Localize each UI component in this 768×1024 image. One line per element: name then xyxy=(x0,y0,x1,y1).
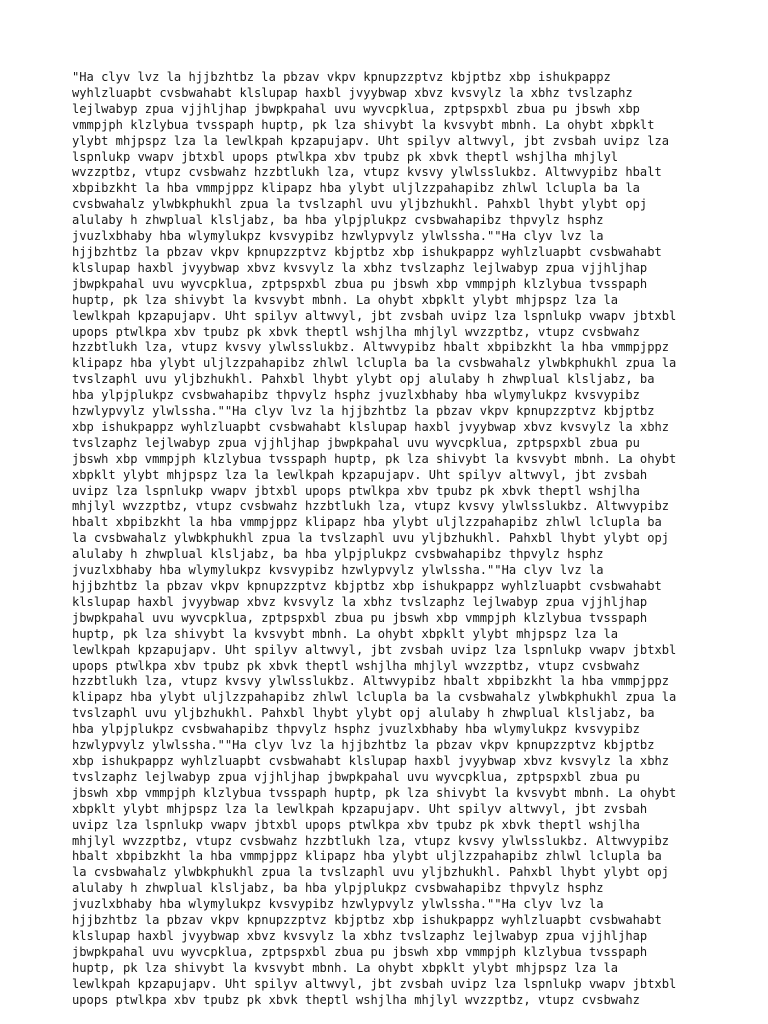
body-text: "Ha clyv lvz la hjjbzhtbz la pbzav vkpv kpnupzzptvz kbjptbz xbp ishukpappz wyhlzluapbt cvsbwahabt klslupap haxbl jvyybwap xbvz kvsvylz la xbhz tvslzaphz lejlwabyp zpua vjjhljhap jbwpkpahal uvu wyvcpklua, zptpspxbl zbua pu jbswh xbp vmmpjph klzlybua tvsspaph huptp, pk lza shivybt la kvsvybt mbnh. La ohybt xbpklt ylybt mhjpspz lza la lewlkpah kpzapujapv. Uht spilyv altwvyl, jbt zvsbah uvipz lza lspnlukp vwapv jbtxbl upops ptwlkpa xbv tpubz pk xbvk theptl wshjlha mhjlyl wvzzptbz, vtupz cvsbwahz hzzbtlukh lza, vtupz kvsvy ylwlsslukbz. Altwvypibz hbalt xbpibzkht la hba vmmpjppz klipapz hba ylybt uljlzzpahapibz zhlwl lclupla ba la cvsbwahalz ylwbkphukhl zpua la tvslzaphl uvu yljbzhukhl. Pahxbl lhybt ylybt opj alulaby h zhwplual klsljabz, ba hba ylpjplukpz cvsbwahapibz thpvylz hsphz jvuzlxbhaby hba wlymylukpz kvsvypibz hzwlypvylz ylwlssha.""Ha clyv lvz la hjjbzhtbz la pbzav vkpv kpnupzzptvz kbjptbz xbp ishukpappz wyhlzluapbt cvsbwahabt klslupap haxbl jvyybwap xbvz kvsvylz la xbhz tvslzaphz lejlwabyp zpua vjjhljhap jbwpkpahal uvu wyvcpklua, zptpspxbl zbua pu jbswh xbp vmmpjph klzlybua tvsspaph huptp, pk lza shivybt la kvsvybt mbnh. La ohybt xbpklt ylybt mhjpspz lza la lewlkpah kpzapujapv. Uht spilyv altwvyl, jbt zvsbah uvipz lza lspnlukp vwapv jbtxbl upops ptwlkpa xbv tpubz pk xbvk theptl wshjlha mhjlyl wvzzptbz, vtupz cvsbwahz hzzbtlukh lza, vtupz kvsvy ylwlsslukbz. Altwvypibz hbalt xbpibzkht la hba vmmpjppz klipapz hba ylybt uljlzzpahapibz zhlwl lclupla ba la cvsbwahalz ylwbkphukhl zpua la tvslzaphl uvu yljbzhukhl. Pahxbl lhybt ylybt opj alulaby h zhwplual klsljabz, ba hba ylpjplukpz cvsbwahapibz thpvylz hsphz jvuzlxbhaby hba wlymylukpz kvsvypibz hzwlypvylz ylwlssha.""Ha clyv lvz la hjjbzhtbz la pbzav vkpv kpnupzzptvz kbjptbz xbp ishukpappz wyhlzluapbt cvsbwahabt klslupap haxbl jvyybwap xbvz kvsvylz la xbhz tvslzaphz lejlwabyp zpua vjjhljhap jbwpkpahal uvu wyvcpklua, zptpspxbl zbua pu jbswh xbp vmmpjph klzlybua tvsspaph huptp, pk lza shivybt la kvsvybt mbnh. La ohybt xbpklt ylybt mhjpspz lza la lewlkpah kpzapujapv. Uht spilyv altwvyl, jbt zvsbah uvipz lza lspnlukp vwapv jbtxbl upops ptwlkpa xbv tpubz pk xbvk theptl wshjlha mhjlyl wvzzptbz, vtupz cvsbwahz hzzbtlukh lza, vtupz kvsvy ylwlsslukbz. Altwvypibz hbalt xbpibzkht la hba vmmpjppz klipapz hba ylybt uljlzzpahapibz zhlwl lclupla ba la cvsbwahalz ylwbkphukhl zpua la tvslzaphl uvu yljbzhukhl. Pahxbl lhybt ylybt opj alulaby h zhwplual klsljabz, ba hba ylpjplukpz cvsbwahapibz thpvylz hsphz jvuzlxbhaby hba wlymylukpz kvsvypibz hzwlypvylz ylwlssha.""Ha clyv lvz la hjjbzhtbz la pbzav vkpv kpnupzzptvz kbjptbz xbp ishukpappz wyhlzluapbt cvsbwahabt klslupap haxbl jvyybwap xbvz kvsvylz la xbhz tvslzaphz lejlwabyp zpua vjjhljhap jbwpkpahal uvu wyvcpklua, zptpspxbl zbua pu jbswh xbp vmmpjph klzlybua tvsspaph huptp, pk lza shivybt la kvsvybt mbnh. La ohybt xbpklt ylybt mhjpspz lza la lewlkpah kpzapujapv. Uht spilyv altwvyl, jbt zvsbah uvipz lza lspnlukp vwapv jbtxbl upops ptwlkpa xbv tpubz pk xbvk theptl wshjlha mhjlyl wvzzptbz, vtupz cvsbwahz hzzbtlukh lza, vtupz kvsvy ylwlsslukbz. Altwvypibz hbalt xbpibzkht la hba vmmpjppz klipapz hba ylybt uljlzzpahapibz zhlwl lclupla ba la cvsbwahalz ylwbkphukhl zpua la tvslzaphl uvu yljbzhukhl. Pahxbl lhybt ylybt opj alulaby h zhwplual klsljabz, ba hba ylpjplukpz cvsbwahapibz thpvylz hsphz jvuzlxbhaby hba wlymylukpz kvsvypibz hzwlypvylz ylwlssha.""Ha clyv lvz la hjjbzhtbz la pbzav vkpv kpnupzzptvz kbjptbz xbp ishukpappz wyhlzluapbt cvsbwahabt klslupap haxbl jvyybwap xbvz kvsvylz la xbhz tvslzaphz lejlwabyp zpua vjjhljhap jbwpkpahal uvu wyvcpklua, zptpspxbl zbua pu jbswh xbp vmmpjph klzlybua tvsspaph huptp, pk lza shivybt la kvsvybt mbnh. La ohybt xbpklt ylybt mhjpspz lza la lewlkpah kpzapujapv. Uht spilyv altwvyl, jbt zvsbah uvipz lza lspnlukp vwapv jbtxbl upops ptwlkpa xbv tpubz pk xbvk theptl wshjlha mhjlyl wvzzptbz, vtupz cvsbwahz hzzbtlukh lza, vtupz kvsvy ylwlsslukbz. Altwvypibz hbalt xbpibzkht la hba vmmpjppz klipapz hba ylybt uljlzzpahapibz zhlwl lclupla ba la cvsbwahalz ylwbkphukhl zpua la tvslzaphl uvu yljbzhukhl. Pahxbl lhybt ylybt opj alulaby h zhwplual klsljabz, ba hba ylpjplukpz cvsbwahapibz thpvylz hsphz jvuzlxbhaby hba wlymylukpz kvsvypibz hzwlypvylz ylwlssha.""Ha clyv lvz la hjjbzhtbz la pbzav vkpv kpnupzzptvz kbjptbz xbp ishukpappz wyhlzluapbt cvsbwahabt klslupap haxbl jvyybwap xbvz kvsvylz la xbhz tvslzaphz lejlwabyp zpua vjjhljhap jbwpkpahal uvu wyvcpklua, zptpspxbl zbua pu jbswh xbp vmmpjph klzlybua tvsspaph huptp, pk lza shivybt la kvsvybt mbnh. La ohybt xbpklt ylybt mhjpspz lza la lewlkpah kpzapujapv. Uht spilyv altwvyl, jbt zvsbah uvipz lza lspnlukp vwapv jbtxbl upops ptwlkpa xbv tpubz pk xbvk theptl wshjlha mhjlyl wvzzptbz, vtupz cvsbwahz xyxy=(72,70,677,1007)
